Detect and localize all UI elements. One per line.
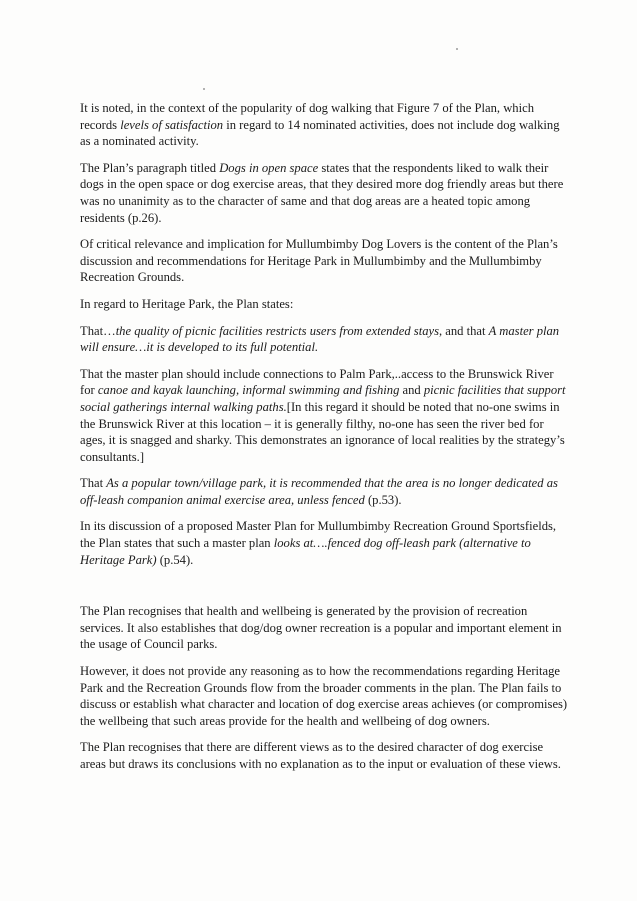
scan-speck — [456, 48, 458, 50]
italic-text: A master plan will ensure…it is developed to its full potential. — [80, 323, 560, 355]
paragraph-p4 — [80, 296, 570, 313]
text-run: , and that — [439, 323, 489, 338]
text-run: and — [399, 383, 424, 398]
text-run: In regard to Heritage Park, the Plan states: — [80, 296, 294, 311]
text-run: That — [80, 476, 107, 491]
paragraph-p5 — [80, 323, 570, 356]
paragraph-p3 — [80, 236, 570, 286]
text-run: [In this regard it should be noted that no-one swims in the Brunswick River at this location – it is generally filthy, no-one has seen the river bed for ages, it is snagged and sharky. This demonstrates an ignorance of local realities by the strategy’s consultants.] — [80, 399, 565, 464]
italic-text: canoe and kayak launching, informal swimming and fishing — [97, 383, 400, 398]
text-run: states that the respondents liked to walk their dogs in the open space or dog exercise areas, that they desired more dog friendly areas but there was no unanimity as to the character of same and that dog areas are a heated topic among residents (p.26). — [80, 160, 564, 225]
text-run: The Plan recognises that there are different views as to the desired character of dog exercise areas but draws its conclusions with no explanation as to the input or evaluation of these views. — [80, 740, 561, 771]
italic-text: picnic facilities that support social gatherings internal walking paths. — [80, 383, 566, 414]
paragraph-p6 — [80, 366, 570, 466]
italic-text: the quality of picnic facilities restricts users from extended stays — [115, 323, 439, 338]
scan-speck — [203, 88, 205, 90]
paragraph-p2 — [80, 160, 570, 226]
text-run: (p.54). — [156, 552, 194, 567]
text-run: (p.53). — [364, 492, 402, 507]
text-run: That… — [80, 323, 116, 338]
text-run: The Plan’s paragraph titled — [80, 160, 220, 175]
paragraph-p1 — [80, 100, 570, 150]
text-run: It is noted, in the context of the popularity of dog walking that Figure 7 of the Plan, which records — [80, 101, 534, 132]
italic-text: levels of satisfaction — [120, 117, 224, 132]
text-run: However, it does not provide any reasoning as to how the recommendations regarding Heritage Park and the Recreation Grounds flow from the broader comments in the plan. The Plan fails to discuss or establish what character and location of dog exercise areas achieves (or compromises) the wellbeing that such areas provide for the health and wellbeing of dog owners. — [80, 664, 568, 728]
document-body — [80, 100, 570, 783]
text-run: in regard to 14 nominated activities, does not include dog walking as a nominated activity. — [80, 117, 560, 149]
text-run: In its discussion of a proposed Master Plan for Mullumbimby Recreation Ground Sportsfields, the Plan states that such a master plan — [80, 519, 557, 551]
paragraph-p7 — [80, 475, 570, 508]
italic-text: Dogs in open space — [219, 160, 319, 175]
paragraph-p11 — [80, 739, 570, 772]
text-run: That the master plan should include connections to Palm Park,..access to the Brunswick River for — [80, 366, 554, 398]
paragraph-p8 — [80, 518, 570, 568]
paragraph-p10 — [80, 663, 570, 729]
text-run: Of critical relevance and implication for Mullumbimby Dog Lovers is the content of the Plan’s discussion and recommendations for Heritage Park in Mullumbimby and the Mullumbimby Recreation Grounds. — [80, 237, 558, 285]
text-run: The Plan recognises that health and wellbeing is generated by the provision of recreation services. It also establishes that dog/dog owner recreation is a popular and important element in the usage of Council parks. — [80, 604, 562, 652]
paragraph-p9 — [80, 603, 570, 653]
italic-text: As a popular town/village park, it is recommended that the area is no longer dedicated as off-leash companion animal exercise area, unless fenced — [80, 476, 558, 507]
italic-text: looks at….fenced dog off-leash park (alternative to Heritage Park) — [80, 536, 531, 567]
